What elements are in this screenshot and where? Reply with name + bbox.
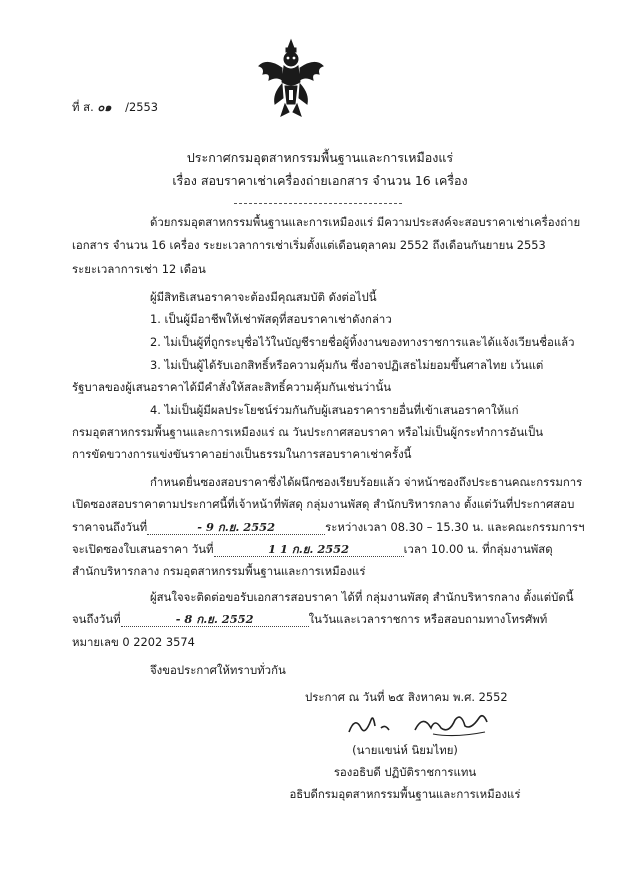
schedule-line-3-end: ระหว่างเวลา 08.30 – 15.30 น. และคณะกรรมการฯ [325,520,585,534]
schedule-line-2: เปิดซองสอบราคาตามประกาศนี้ที่เจ้าหน้าที่พัสดุ กลุ่มงานพัสดุ สำนักบริหารกลาง ตั้งแต่วันที่ประกาศสอบ [72,497,575,511]
intro-line-2: เอกสาร จำนวน 16 เครื่อง ระยะเวลาการเช่าเริ่มตั้งแต่เดือนตุลาคม 2552 ถึงเดือนกันยายน 2553 [72,238,546,252]
qualification-heading: ผู้มีสิทธิเสนอราคาจะต้องมีคุณสมบัติ ดังต่อไปนี้ [150,290,377,304]
qualification-4-line-1: 4. ไม่เป็นผู้มีผลประโยชน์ร่วมกันกับผู้เสนอราคารายอื่นที่เข้าเสนอราคาให้แก่ [150,403,519,417]
reference-number [72,100,158,114]
schedule-line-4-end: เวลา 10.00 น. ที่กลุ่มงานพัสดุ [403,542,553,556]
intro-line-1: ด้วยกรมอุตสาหกรรมพื้นฐานและการเหมืองแร่ มีความประสงค์จะสอบราคาเช่าเครื่องถ่าย [150,215,581,229]
contact-phone: หมายเลข 0 2202 3574 [72,635,195,649]
schedule-line-4-start: จะเปิดซองใบเสนอราคา วันที่ [72,542,214,556]
contact-line-1: ผู้สนใจจะติดต่อขอรับเอกสารสอบราคา ได้ที่ กลุ่มงานพัสดุ สำนักบริหารกลาง ตั้งแต่บัดนี้ [150,590,574,604]
garuda-emblem-icon [255,38,327,120]
schedule-line-3 [72,520,585,535]
schedule-line-5: สำนักบริหารกลาง กรมอุตสาหกรรมพื้นฐานและการเหมืองแร่ [72,564,366,578]
ref-year: /2553 [125,100,158,114]
ref-number-handwritten: ๐๑ [97,100,112,114]
signatory-position-1: รองอธิบดี ปฏิบัติราชการแทน [333,765,477,779]
title-separator [234,203,402,204]
ref-prefix: ที่ ส. [72,100,94,114]
contact-line-2-start: จนถึงวันที่ [72,612,121,626]
closing-line: จึงขอประกาศให้ทราบทั่วกัน [150,663,286,677]
qualification-4-line-3: การขัดขวางการแข่งขันราคาอย่างเป็นธรรมในการสอบราคาเช่าครั้งนี้ [72,447,412,461]
schedule-line-3-start: ราคาจนถึงวันที่ [72,520,148,534]
announcement-date: ประกาศ ณ วันที่ ๒๕ สิงหาคม พ.ศ. 2552 [305,690,508,704]
contact-line-2 [72,612,547,627]
schedule-line-4 [72,542,553,557]
schedule-line-1: กำหนดยื่นซองสอบราคาซึ่งได้ผนึกซองเรียบร้อยแล้ว จ่าหน้าซองถึงประธานคณะกรรมการ [150,475,583,489]
announcement-title: ประกาศกรมอุตสาหกรรมพื้นฐานและการเหมืองแร่ [186,150,454,165]
contact-line-2-end: ในวันและเวลาราชการ หรือสอบถามทางโทรศัพท์ [308,612,548,626]
qualification-2: 2. ไม่เป็นผู้ที่ถูกระบุชื่อไว้ในบัญชีรายชื่อผู้ทิ้งงานของทางราชการและได้แจ้งเวียนชื่อแล้ว [150,335,575,349]
qualification-3-line-2: รัฐบาลของผู้เสนอราคาได้มีคำสั่งให้สละสิทธิ์ความคุ้มกันเช่นว่านั้น [72,380,392,394]
bid-opening-date: 1 1 ก.ย. 2552 [214,542,404,557]
signature-icon [345,708,495,742]
submission-deadline-date: - 9 ก.ย. 2552 [147,520,325,535]
intro-line-3: ระยะเวลาการเช่า 12 เดือน [72,262,206,276]
qualification-3-line-1: 3. ไม่เป็นผู้ได้รับเอกสิทธิ์หรือความคุ้มกัน ซึ่งอาจปฏิเสธไม่ยอมขึ้นศาลไทย เว้นแต่ [150,358,544,372]
document-pickup-deadline-date: - 8 ก.ย. 2552 [121,612,309,627]
signatory-name: (นายแขน่ห์ นิยมไทย) [352,743,458,757]
qualification-1: 1. เป็นผู้มีอาชีพให้เช่าพัสดุที่สอบราคาเช่าดังกล่าว [150,312,392,326]
signatory-position-2: อธิบดีกรมอุตสาหกรรมพื้นฐานและการเหมืองแร่ [289,787,521,801]
announcement-subject: เรื่อง สอบราคาเช่าเครื่องถ่ายเอกสาร จำนวน 16 เครื่อง [172,173,468,188]
qualification-4-line-2: กรมอุตสาหกรรมพื้นฐานและการเหมืองแร่ ณ วันประกาศสอบราคา หรือไม่เป็นผู้กระทำการอันเป็น [72,425,544,439]
